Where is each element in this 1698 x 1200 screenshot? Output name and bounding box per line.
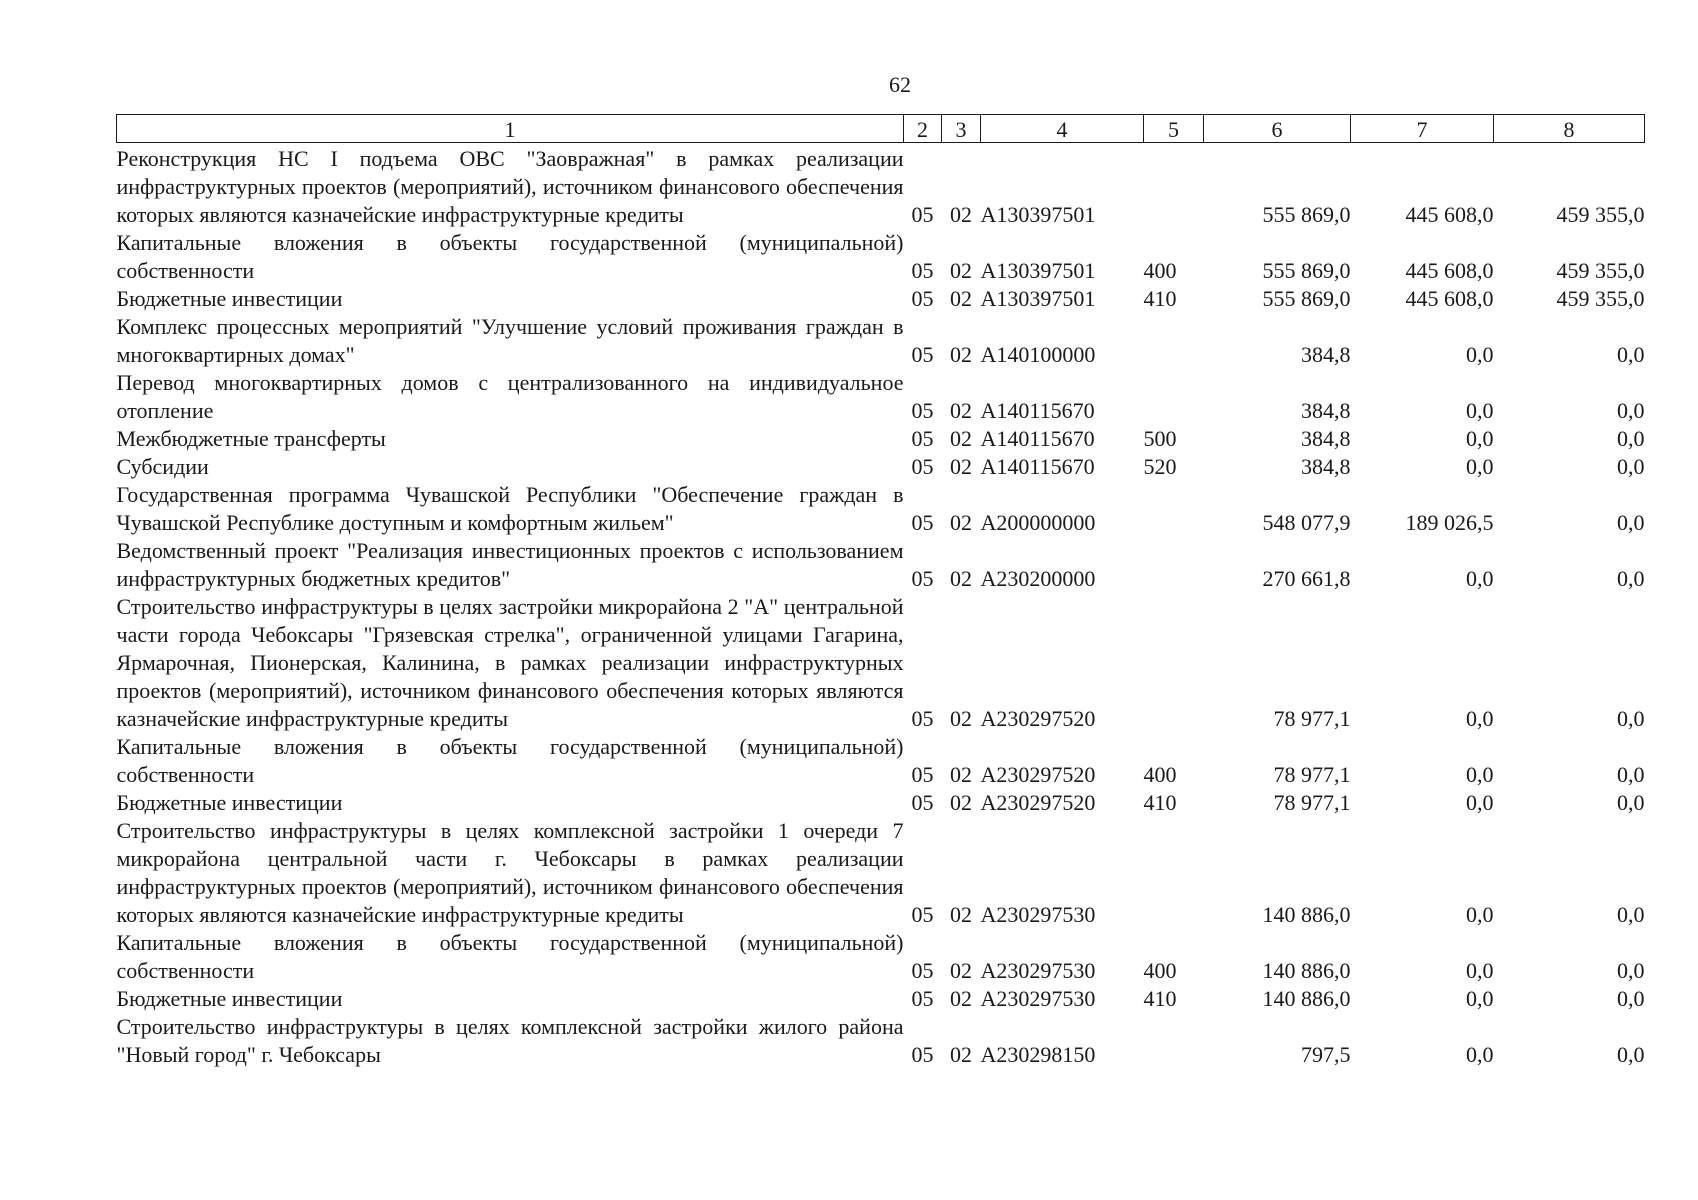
cell-subsection: 02 [950, 258, 972, 283]
cell-subsection: 02 [950, 566, 972, 591]
cell-amount-8: 0,0 [1617, 706, 1645, 731]
cell-section: 05 [911, 706, 934, 731]
cell-subsection: 02 [950, 706, 972, 731]
cell-subsection: 02 [950, 398, 972, 423]
cell-description: Субсидии [116, 454, 209, 479]
cell-target-article: А230297530 [980, 958, 1096, 983]
cell-amount-7: 0,0 [1466, 706, 1494, 731]
cell-target-article: А140115670 [980, 426, 1095, 451]
cell-section: 05 [911, 510, 934, 535]
table-row [117, 285, 1645, 313]
cell-amount-6: 384,8 [1301, 454, 1351, 479]
cell-amount-8: 459 355,0 [1556, 286, 1645, 311]
cell-section: 05 [911, 202, 934, 227]
cell-amount-8: 459 355,0 [1556, 202, 1645, 227]
table-row [117, 1013, 1645, 1069]
cell-amount-7: 0,0 [1466, 902, 1494, 927]
cell-expense-type: 410 [1143, 286, 1177, 311]
cell-expense-type [1144, 143, 1204, 230]
cell-amount-8: 0,0 [1617, 762, 1645, 787]
cell-amount-7: 0,0 [1466, 398, 1494, 423]
cell-subsection: 02 [950, 426, 972, 451]
cell-description: Бюджетные инвестиции [116, 286, 343, 311]
cell-description: Ведомственный проект "Реализация инвестиционных проектов с использованием инфраструктурных бюджетных кредитов" [116, 538, 904, 591]
cell-amount-6: 555 869,0 [1262, 202, 1351, 227]
cell-amount-8: 0,0 [1617, 902, 1645, 927]
cell-section: 05 [911, 258, 934, 283]
cell-subsection: 02 [950, 202, 972, 227]
cell-expense-type [1144, 313, 1204, 369]
cell-target-article: А130397501 [980, 258, 1096, 283]
cell-amount-8: 0,0 [1617, 510, 1645, 535]
cell-expense-type: 410 [1143, 986, 1177, 1011]
cell-amount-8: 0,0 [1617, 790, 1645, 815]
cell-expense-type [1144, 817, 1204, 929]
table-row [117, 929, 1645, 985]
column-header-3: 3 [942, 115, 981, 143]
cell-section: 05 [911, 986, 934, 1011]
cell-section: 05 [911, 762, 934, 787]
cell-amount-7: 0,0 [1466, 1042, 1494, 1067]
cell-target-article: А230297520 [980, 762, 1096, 787]
cell-section: 05 [911, 426, 934, 451]
cell-subsection: 02 [950, 342, 972, 367]
cell-target-article: А230297530 [980, 902, 1096, 927]
cell-amount-8: 0,0 [1617, 986, 1645, 1011]
cell-target-article: А140115670 [980, 454, 1095, 479]
cell-section: 05 [911, 286, 934, 311]
table-row [117, 537, 1645, 593]
cell-subsection: 02 [950, 510, 972, 535]
cell-amount-7: 0,0 [1466, 790, 1494, 815]
cell-description: Бюджетные инвестиции [116, 790, 343, 815]
cell-target-article: А130397501 [980, 286, 1096, 311]
cell-description: Капитальные вложения в объекты государственной (муниципальной) собственности [116, 930, 904, 983]
cell-expense-type: 400 [1143, 958, 1177, 983]
cell-amount-7: 0,0 [1466, 342, 1494, 367]
column-header-7: 7 [1351, 115, 1494, 143]
table-row [117, 143, 1645, 230]
table-row [117, 817, 1645, 929]
cell-amount-7: 0,0 [1466, 986, 1494, 1011]
header-row [117, 115, 1645, 143]
table-row [117, 789, 1645, 817]
cell-amount-7: 445 608,0 [1405, 286, 1494, 311]
table-row [117, 369, 1645, 425]
cell-description: Капитальные вложения в объекты государственной (муниципальной) собственности [116, 230, 904, 283]
cell-subsection: 02 [950, 286, 972, 311]
cell-subsection: 02 [950, 902, 972, 927]
cell-amount-6: 140 886,0 [1262, 902, 1351, 927]
cell-amount-6: 140 886,0 [1262, 958, 1351, 983]
cell-amount-6: 555 869,0 [1262, 258, 1351, 283]
cell-description: Строительство инфраструктуры в целях застройки микрорайона 2 "А" центральной части города Чебоксары "Грязевская стрелка", ограниченной улицами Гагарина, Ярмарочная, Пионерская, Калинина, в рамках реализации инфраструктурных проектов (мероприятий), источником финансового обеспечения которых являются казначейские инфраструктурные кредиты [116, 594, 904, 731]
cell-amount-6: 797,5 [1301, 1042, 1351, 1067]
cell-subsection: 02 [950, 762, 972, 787]
cell-target-article: А200000000 [980, 510, 1096, 535]
cell-amount-6: 384,8 [1301, 342, 1351, 367]
cell-target-article: А230297530 [980, 986, 1096, 1011]
column-header-1: 1 [117, 115, 904, 143]
cell-amount-6: 384,8 [1301, 398, 1351, 423]
cell-amount-8: 0,0 [1617, 566, 1645, 591]
cell-section: 05 [911, 1042, 934, 1067]
column-header-2: 2 [904, 115, 942, 143]
cell-description: Государственная программа Чувашской Республики "Обеспечение граждан в Чувашской Республике доступным и комфортным жильем" [116, 482, 904, 535]
cell-amount-7: 189 026,5 [1405, 510, 1494, 535]
cell-amount-6: 270 661,8 [1262, 566, 1351, 591]
cell-description: Строительство инфраструктуры в целях комплексной застройки 1 очереди 7 микрорайона центральной части г. Чебоксары в рамках реализации инфраструктурных проектов (мероприятий), источником финансового обеспечения которых являются казначейские инфраструктурные кредиты [116, 818, 904, 927]
cell-amount-6: 548 077,9 [1262, 510, 1351, 535]
cell-amount-7: 0,0 [1466, 426, 1494, 451]
column-header-5: 5 [1144, 115, 1204, 143]
cell-description: Реконструкция НС I подъема ОВС "Заовражная" в рамках реализации инфраструктурных проектов (мероприятий), источником финансового обеспечения которых являются казначейские инфраструктурные кредиты [116, 146, 904, 227]
cell-amount-7: 445 608,0 [1405, 258, 1494, 283]
cell-expense-type: 400 [1143, 258, 1177, 283]
cell-amount-6: 555 869,0 [1262, 286, 1351, 311]
cell-target-article: А230297520 [980, 790, 1096, 815]
cell-amount-6: 78 977,1 [1273, 790, 1351, 815]
cell-target-article: А140100000 [980, 342, 1096, 367]
cell-description: Бюджетные инвестиции [116, 986, 343, 1011]
cell-section: 05 [911, 342, 934, 367]
cell-amount-6: 78 977,1 [1273, 762, 1351, 787]
cell-description: Перевод многоквартирных домов с централизованного на индивидуальное отопление [116, 370, 904, 423]
cell-amount-8: 459 355,0 [1556, 258, 1645, 283]
cell-description: Капитальные вложения в объекты государственной (муниципальной) собственности [116, 734, 904, 787]
column-header-4: 4 [981, 115, 1144, 143]
cell-expense-type [1144, 369, 1204, 425]
cell-amount-7: 0,0 [1466, 762, 1494, 787]
page-number: 62 [889, 72, 911, 97]
cell-amount-6: 140 886,0 [1262, 986, 1351, 1011]
cell-subsection: 02 [950, 454, 972, 479]
cell-target-article: А230297520 [980, 706, 1096, 731]
cell-expense-type [1144, 1013, 1204, 1069]
cell-amount-7: 0,0 [1466, 566, 1494, 591]
cell-section: 05 [911, 790, 934, 815]
cell-description: Строительство инфраструктуры в целях комплексной застройки жилого района "Новый город" г. Чебоксары [116, 1014, 904, 1067]
cell-expense-type: 500 [1143, 426, 1177, 451]
cell-description: Комплекс процессных мероприятий "Улучшение условий проживания граждан в многоквартирных домах" [116, 314, 904, 367]
cell-expense-type [1144, 481, 1204, 537]
cell-section: 05 [911, 566, 934, 591]
cell-subsection: 02 [950, 1042, 972, 1067]
cell-amount-7: 445 608,0 [1405, 202, 1494, 227]
cell-expense-type [1144, 593, 1204, 733]
cell-amount-7: 0,0 [1466, 454, 1494, 479]
cell-target-article: А130397501 [980, 202, 1096, 227]
cell-section: 05 [911, 454, 934, 479]
cell-target-article: А230298150 [980, 1042, 1096, 1067]
cell-amount-8: 0,0 [1617, 342, 1645, 367]
cell-subsection: 02 [950, 958, 972, 983]
table-row [117, 733, 1645, 789]
table-body [117, 143, 1645, 1070]
cell-amount-8: 0,0 [1617, 454, 1645, 479]
cell-section: 05 [911, 398, 934, 423]
cell-expense-type: 410 [1143, 790, 1177, 815]
cell-section: 05 [911, 958, 934, 983]
cell-amount-8: 0,0 [1617, 398, 1645, 423]
cell-target-article: А140115670 [980, 398, 1095, 423]
cell-amount-8: 0,0 [1617, 1042, 1645, 1067]
table-header [117, 115, 1645, 143]
table-row [117, 425, 1645, 453]
table-row [117, 481, 1645, 537]
table-row [117, 229, 1645, 285]
column-header-6: 6 [1204, 115, 1351, 143]
table-row [117, 985, 1645, 1013]
cell-section: 05 [911, 902, 934, 927]
column-header-8: 8 [1494, 115, 1645, 143]
cell-amount-7: 0,0 [1466, 958, 1494, 983]
cell-subsection: 02 [950, 986, 972, 1011]
cell-amount-6: 78 977,1 [1273, 706, 1351, 731]
cell-expense-type [1144, 537, 1204, 593]
cell-amount-8: 0,0 [1617, 426, 1645, 451]
cell-amount-8: 0,0 [1617, 958, 1645, 983]
cell-expense-type: 400 [1143, 762, 1177, 787]
cell-description: Межбюджетные трансферты [116, 426, 386, 451]
cell-target-article: А230200000 [980, 566, 1096, 591]
table-row [117, 453, 1645, 481]
table-row [117, 593, 1645, 733]
cell-amount-6: 384,8 [1301, 426, 1351, 451]
budget-table [116, 114, 1645, 1069]
cell-subsection: 02 [950, 790, 972, 815]
table-row [117, 313, 1645, 369]
cell-expense-type: 520 [1143, 454, 1177, 479]
